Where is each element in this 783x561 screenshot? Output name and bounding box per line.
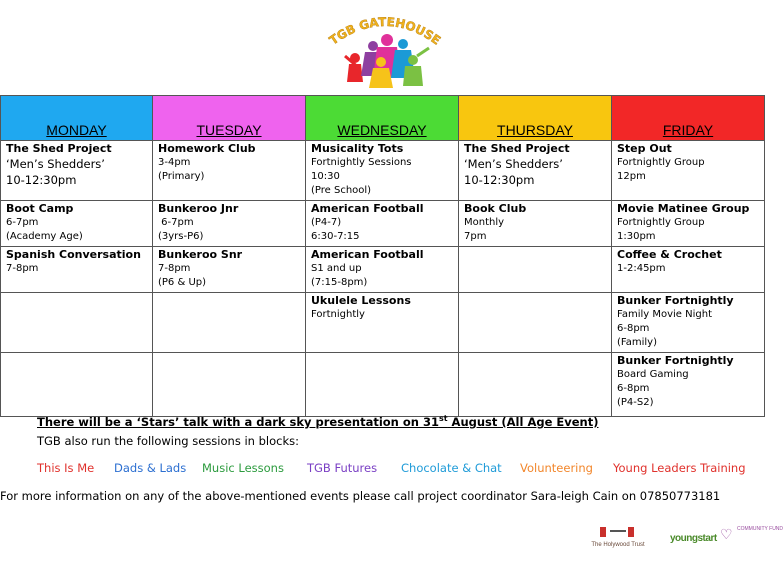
day-header-wednesday: WEDNESDAY (306, 96, 459, 141)
stars-text-part: There will be a ‘Stars’ talk with a dark sky presentation on 31 (37, 414, 439, 429)
cell-tuesday (153, 141, 306, 201)
activity-title: Ukulele Lessons (311, 294, 411, 307)
logo-title: TGB GATEHOUSE (326, 14, 444, 48)
heart-icon: ♡ (720, 526, 733, 542)
activity-detail: Fortnightly Group (617, 217, 705, 228)
activity-title: Book Club (464, 202, 527, 215)
blocks-intro: TGB also run the following sessions in blocks: (37, 434, 299, 448)
activity (6, 202, 147, 244)
activity-title: Coffee & Crochet (617, 248, 722, 261)
activity-detail: (7:15-8pm) (311, 277, 368, 288)
day-header-tuesday: TUESDAY (153, 96, 306, 141)
cell-monday (1, 201, 153, 247)
activity (464, 142, 606, 188)
cell-monday-empty (1, 293, 153, 353)
activity-detail: Monthly (464, 217, 505, 228)
activity (158, 142, 300, 184)
activity-detail: (Academy Age) (6, 231, 83, 242)
activity-detail: 7pm (464, 231, 487, 242)
cell-tuesday (153, 201, 306, 247)
cell-friday (612, 353, 765, 417)
activity-detail: 1:30pm (617, 231, 656, 242)
day-header-row (1, 96, 765, 141)
activity (158, 248, 300, 290)
activity-detail: (Pre School) (311, 185, 372, 196)
cell-tuesday (153, 247, 306, 293)
block-session-music-lessons: Music Lessons (202, 461, 284, 475)
activity (311, 248, 453, 290)
activity (617, 354, 759, 410)
block-session-this-is-me: This Is Me (37, 461, 95, 475)
activity-detail: 10-12:30pm (464, 173, 535, 187)
activity-detail: (P6 & Up) (158, 277, 207, 288)
cell-wednesday (306, 201, 459, 247)
weekly-timetable (0, 95, 765, 417)
day-header-friday: FRIDAY (612, 96, 765, 141)
contact-info: For more information on any of the above-mentioned events please call project coordinator Sara-leigh Cain on 07850773181 (0, 489, 721, 503)
activity-detail: 10-12:30pm (6, 173, 77, 187)
activity (6, 248, 147, 276)
activity (6, 142, 147, 188)
block-session-dads-lads: Dads & Lads (114, 461, 187, 475)
block-session-tgb-futures: TGB Futures (307, 461, 378, 475)
activity-title: Bunker Fortnightly (617, 294, 734, 307)
activity-detail: (Family) (617, 337, 657, 348)
cell-tuesday-empty (153, 293, 306, 353)
cell-friday (612, 293, 765, 353)
table-row (1, 201, 765, 247)
stars-text-part: August (All Age Event) (447, 414, 599, 429)
activity-detail: 6-8pm (617, 323, 650, 334)
day-header-monday: MONDAY (1, 96, 153, 141)
sponsor-logos (570, 520, 783, 556)
cell-monday-empty (1, 353, 153, 417)
block-session-young-leaders: Young Leaders Training (613, 461, 746, 475)
activity (617, 294, 759, 350)
activity-detail: S1 and up (311, 263, 362, 274)
activity-detail: (3yrs-P6) (158, 231, 204, 242)
cell-monday (1, 141, 153, 201)
activity-title: The Shed Project (6, 142, 112, 155)
table-row (1, 293, 765, 353)
stars-talk-notice (37, 414, 598, 429)
block-session-volunteering: Volunteering (520, 461, 593, 475)
community-fund-text: COMMUNITY FUND (737, 526, 783, 532)
stars-superscript: st (438, 414, 448, 423)
activity-detail: Board Gaming (617, 369, 689, 380)
activity-detail: (P4-7) (311, 217, 342, 228)
cell-tuesday-empty (153, 353, 306, 417)
activity-detail: ‘Men’s Shedders’ (6, 157, 105, 171)
table-row (1, 353, 765, 417)
activity-title: American Football (311, 202, 424, 215)
activity-title: Bunker Fortnightly (617, 354, 734, 367)
cell-friday (612, 141, 765, 201)
activity (311, 202, 453, 244)
cell-friday (612, 201, 765, 247)
activity-title: Step Out (617, 142, 672, 155)
activity-detail: (P4-S2) (617, 397, 654, 408)
activity-detail: Fortnightly Group (617, 157, 705, 168)
young-start-text: youngstart (670, 533, 717, 544)
activity (617, 142, 759, 184)
activity-detail: 6-7pm (6, 217, 39, 228)
activity-title: Musicality Tots (311, 142, 404, 155)
cell-monday (1, 247, 153, 293)
cell-thursday-empty (459, 353, 612, 417)
activity-title: American Football (311, 248, 424, 261)
activity-detail: Fortnightly Sessions (311, 157, 412, 168)
activity-title: Bunkeroo Snr (158, 248, 243, 261)
activity-title: The Shed Project (464, 142, 570, 155)
community-fund-logo (720, 526, 783, 544)
activity-title: Spanish Conversation (6, 248, 141, 261)
activity (311, 294, 453, 322)
activity-title: Homework Club (158, 142, 256, 155)
activity (311, 142, 453, 198)
activity-title: Boot Camp (6, 202, 74, 215)
activity-detail: 7-8pm (6, 263, 39, 274)
people-figures-icon (345, 34, 429, 88)
activity (158, 202, 300, 244)
activity-detail: 7-8pm (158, 263, 191, 274)
holywood-trust-logo (574, 524, 662, 548)
cell-wednesday (306, 141, 459, 201)
activity (464, 202, 606, 244)
activity-detail: 6-7pm (158, 217, 194, 228)
cell-friday (612, 247, 765, 293)
activity (617, 248, 759, 276)
table-row (1, 141, 765, 201)
activity-detail: Fortnightly (311, 309, 365, 320)
cell-wednesday-empty (306, 353, 459, 417)
tgb-gatehouse-logo (315, 6, 455, 92)
block-sessions-list (0, 461, 764, 479)
cell-thursday-empty (459, 293, 612, 353)
cell-thursday-empty (459, 247, 612, 293)
activity-detail: 6-8pm (617, 383, 650, 394)
activity-title: Bunkeroo Jnr (158, 202, 239, 215)
activity-detail: 12pm (617, 171, 646, 182)
activity-detail: ‘Men’s Shedders’ (464, 157, 563, 171)
day-header-thursday: THURSDAY (459, 96, 612, 141)
cell-wednesday (306, 247, 459, 293)
activity-detail: Family Movie Night (617, 309, 712, 320)
activity-title: Movie Matinee Group (617, 202, 750, 215)
holywood-trust-icon (598, 525, 638, 537)
block-session-chocolate-chat: Chocolate & Chat (401, 461, 502, 475)
young-start-logo (670, 528, 717, 546)
activity-detail: 10:30 (311, 171, 340, 182)
cell-thursday (459, 201, 612, 247)
table-row (1, 247, 765, 293)
activity (617, 202, 759, 244)
activity-detail: (Primary) (158, 171, 205, 182)
activity-detail: 3-4pm (158, 157, 191, 168)
holywood-trust-text: The Holywood Trust (591, 542, 645, 548)
activity-detail: 1-2:45pm (617, 263, 666, 274)
cell-wednesday (306, 293, 459, 353)
activity-detail: 6:30-7:15 (311, 231, 360, 242)
cell-thursday (459, 141, 612, 201)
